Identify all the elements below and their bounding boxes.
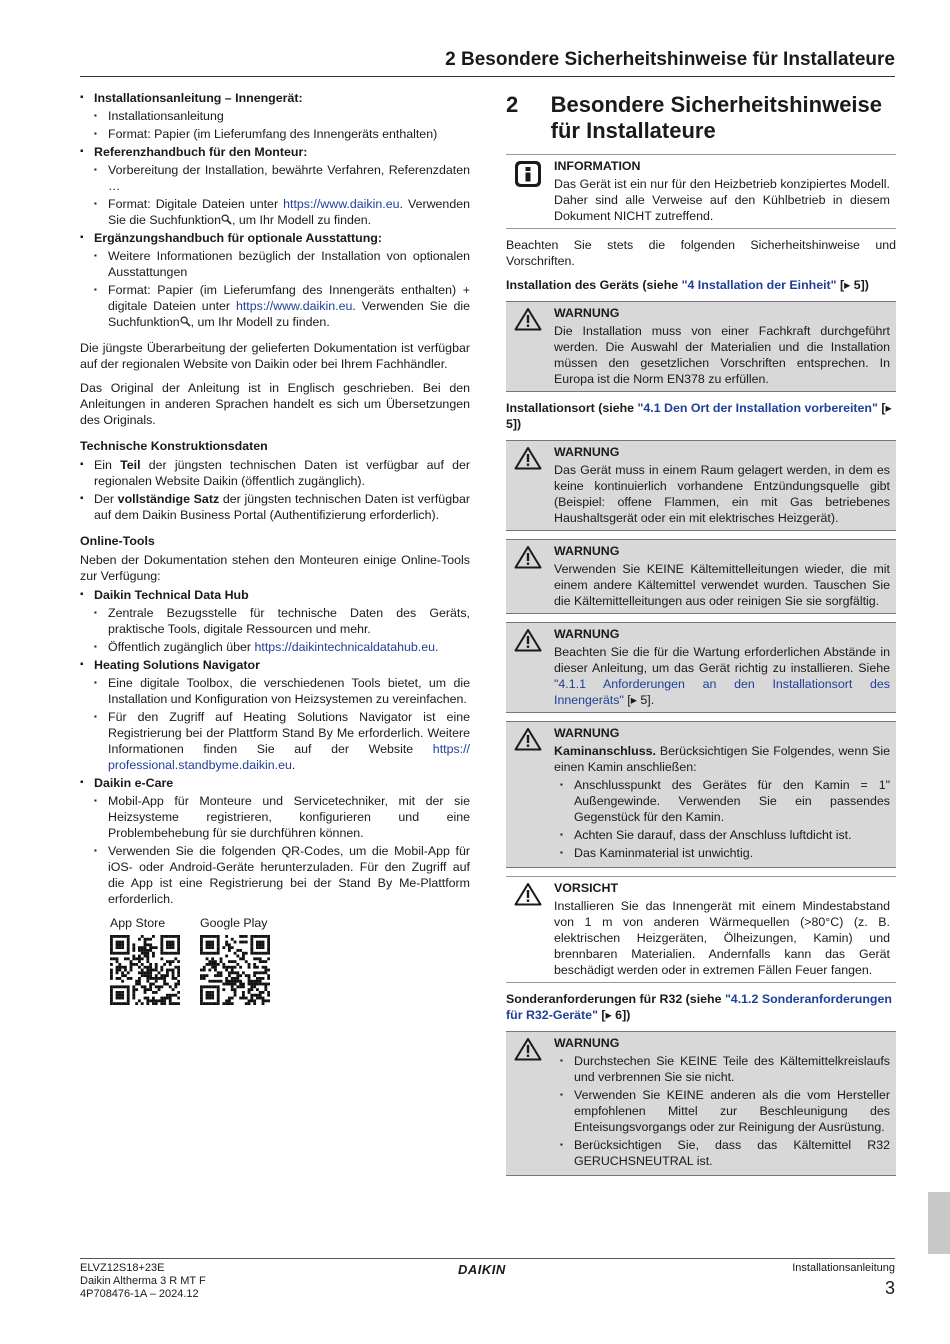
warning-box [506,1031,896,1176]
caution-box [506,876,896,983]
list-item: ▪ Verwenden Sie die folgenden QR-Codes, um die Mobil-App für iOS- oder Android-Geräte herunterzuladen. Für den Zugriff auf die App ist eine Registrierung bei der Stand By Me-Plattform erforderlich. [94,843,470,907]
list-item: ▪ Zentrale Bezugsstelle für technische Daten des Geräts, praktische Tools, digitale Ressourcen und mehr. [94,605,470,637]
footer-code: ELVZ12S18+23E [80,1262,165,1274]
box-text: Das Gerät muss in einem Raum gelagert werden, in dem es keine kontinuierlich vorhandene Entzündungsquelle gibt (Beispiel: offene Flammen, ein mit Gas betriebenes Haushaltsgerät oder ein mit elektrisches Heizgerät). [554,463,890,525]
warning-triangle-icon [514,628,542,652]
doc-list [80,90,470,330]
box-title: WARNUNG [554,726,620,740]
list-item: ▪ Für den Zugriff auf Heating Solutions Navigator ist eine Registrierung bei der Plattform Stand By Me erforderlich. Weitere Informationen finden Sie auf der Website https:// professional.standbyme.daikin.eu. [94,709,470,773]
footer-right [792,1262,895,1299]
box-text: Installieren Sie das Innengerät mit einem Mindestabstand von 1 m von anderen Wärmequellen (>80°C) (z. B. elektrischen Heizgeräten, Ölheizungen, Kamin) und brennbaren Materialien. Andernfalls kann das Gerät beschädigt werden oder in extremen Fällen Feuer fangen. [554,899,890,977]
paragraph: Beachten Sie stets die folgenden Sicherheitshinweise und Vorschriften. [506,238,896,268]
list-item: ▪ Durchstechen Sie KEINE Teile des Kältemittelkreislaufs und verbrennen Sie sie nicht. [560,1053,890,1085]
daikin-logo [458,1262,522,1280]
box-title: INFORMATION [554,159,641,173]
warning-triangle-icon [514,446,542,470]
warning-triangle-icon [514,1037,542,1061]
left-column [80,90,470,1009]
info-icon [514,160,542,188]
list-item: ▪ Ein Teil der jüngsten technischen Daten ist verfügbar auf der regionalen Website Daikin (öffentlich zugänglich). [80,457,470,489]
box-text: Die Installation muss von einer Fachkraft durchgeführt werden. Die Auswahl der Materialien und die Installation müssen den gesetzlichen Vorschriften entsprechen. In Europa ist die Norm EN378 zu erfüllen. [554,324,890,386]
list-item: ▪ Achten Sie darauf, dass der Anschluss luftdicht ist. [560,827,890,843]
warning-box [506,440,896,531]
footer-model: Daikin Altherma 3 R MT F [80,1275,206,1287]
qr-label: App Store [110,916,166,930]
box-text: Das Gerät ist ein nur für den Heizbetrieb konzipiertes Modell. Daher sind alle Verweise auf den Kühlbetrieb in diesem Dokument NICHT zutreffend. [554,177,890,223]
tool-item [80,775,470,907]
svg-text:DAIKIN: DAIKIN [458,1262,506,1276]
page-number: 3 [884,1278,895,1298]
doc-item [80,144,470,228]
qr-code-icon [200,935,270,1005]
qr-label: Google Play [200,916,268,930]
warning-list [554,1053,890,1169]
qr-google-play[interactable] [200,915,270,1009]
warning-triangle-icon [514,727,542,751]
tool-item [80,587,470,655]
online-tools-list [80,587,470,907]
box-title: WARNUNG [554,445,620,459]
header-rule [80,76,895,77]
list-item: ▪ Installationsanleitung [94,108,470,124]
tool-item [80,657,470,773]
qr-code-icon [110,935,180,1005]
page-header-title: 2 Besondere Sicherheitshinweise für Installateure [445,49,895,70]
ref-link[interactable]: "4.1.1 Anforderungen an den Installationsort des Innengeräts" [554,677,890,707]
online-tools-heading: Online-Tools [80,534,155,548]
section-number: 2 [506,92,519,117]
tech-data-heading: Technische Konstruktionsdaten [80,439,268,453]
ref-heading: Installation des Geräts (siehe "4 Installation der Einheit" [▸ 5]) [506,278,869,292]
right-column [506,92,896,1184]
warning-triangle-icon [514,307,542,331]
box-text: Kaminanschluss. Berücksichtigen Sie Folgendes, wenn Sie einen Kamin anschließen: [554,744,890,774]
ref-heading: Sonderanforderungen für R32 (siehe "4.1.2 Sonderanforderungen für R32-Geräte" [▸ 6]) [506,992,892,1022]
list-item: ▪ Anschlusspunkt des Gerätes für den Kamin = 1" Außengewinde. Verwenden Sie ein passendes Gegenstück für den Kamin. [560,777,890,825]
qr-app-store[interactable] [110,915,180,1009]
warning-box [506,301,896,392]
paragraph: Neben der Dokumentation stehen den Monteuren einige Online-Tools zur Verfügung: [80,553,470,583]
search-icon [221,214,232,225]
tool-title: Daikin e-Care [94,776,174,790]
ref-heading: Installationsort (siehe "4.1 Den Ort der Installation vorbereiten" [▸ 5]) [506,401,892,431]
list-item: ▪ Format: Papier (im Lieferumfang des Innengeräts enthalten) [94,126,470,142]
list-item: ▪ Vorbereitung der Installation, bewährte Verfahren, Referenzdaten … [94,162,470,194]
ref-link[interactable]: "4.1 Den Ort der Installation vorbereiten" [637,401,878,415]
box-text: Beachten Sie die für die Wartung erforderlichen Abstände in dieser Anleitung, um das Gerät richtig zu installieren. Siehe "4.1.1 Anforderungen an den Installationsort des Innengeräts" [▸ 5]. [554,645,890,707]
list-item: ▪ Format: Digitale Dateien unter https://www.daikin.eu. Verwenden Sie die Suchfunktion , um Ihr Modell zu finden. [94,196,470,228]
paragraph: Das Original der Anleitung ist in Englisch geschrieben. Bei den Anleitungen in anderen Sprachen handelt es sich um Übersetzungen des Originals. [80,381,470,427]
doc-title: Ergänzungshandbuch für optionale Ausstattung: [94,231,382,245]
section-title: Besondere Sicherheitshinweise für Installateure [550,92,883,143]
standbyme-link[interactable]: https:// professional.standbyme.daikin.eu [108,742,470,772]
tool-title: Heating Solutions Navigator [94,658,260,672]
list-item: ▪ Der vollständige Satz der jüngsten technischen Daten ist verfügbar auf dem Daikin Business Portal (Authentifizierung erforderlich). [80,491,470,523]
footer-doc-type: Installationsanleitung [792,1262,895,1274]
qr-codes [110,915,470,1009]
side-tab [928,1192,950,1254]
doc-item [80,90,470,142]
box-text: Verwenden Sie KEINE Kältemittelleitungen wieder, die mit einem andere Kältemittel verwendet wurden. Tauschen Sie die Kältemittelleitungen aus oder reinigen Sie sie sorgfältig. [554,562,890,608]
box-title: WARNUNG [554,306,620,320]
warning-box [506,721,896,868]
data-hub-link[interactable]: https://daikintechnicaldatahub.eu [254,640,435,654]
footer-doc-number: 4P708476-1A – 2024.12 [80,1288,199,1300]
warning-triangle-icon [514,882,542,906]
ref-link[interactable]: "4 Installation der Einheit" [681,278,837,292]
doc-title: Installationsanleitung – Innengerät: [94,91,303,105]
warning-box [506,622,896,713]
search-icon [180,316,191,327]
daikin-link[interactable]: https://www.daikin.eu [283,197,400,211]
box-title: VORSICHT [554,881,619,895]
paragraph: Die jüngste Überarbeitung der gelieferten Dokumentation ist verfügbar auf der regionalen Website von Daikin oder bei Ihrem Fachhändler. [80,341,470,371]
list-item: ▪ Eine digitale Toolbox, die verschiedenen Tools bietet, um die Installation und Konfiguration von Heizsystemen zu vereinfachen. [94,675,470,707]
box-title: WARNUNG [554,544,620,558]
tool-title: Daikin Technical Data Hub [94,588,249,602]
tech-data-list [80,457,470,523]
warning-list [554,777,890,861]
warning-triangle-icon [514,545,542,569]
box-title: WARNUNG [554,627,620,641]
info-box [506,154,896,229]
footer-rule [80,1258,895,1259]
doc-title: Referenzhandbuch für den Monteur: [94,145,308,159]
section-heading [506,92,896,144]
list-item: ▪ Mobil-App für Monteure und Servicetechniker, mit der sie Heizsysteme registrieren, konfigurieren und eine Problembehebung für sie durchführen können. [94,793,470,841]
daikin-link[interactable]: https://www.daikin.eu [235,299,353,313]
list-item: ▪ Berücksichtigen Sie, dass das Kältemittel R32 GERUCHSNEUTRAL ist. [560,1137,890,1169]
footer-doc-info [80,1262,206,1301]
doc-item [80,230,470,330]
ref-link[interactable]: "4.1.2 Sonderanforderungen für R32-Geräte" [506,992,892,1022]
list-item: ▪ Das Kaminmaterial ist unwichtig. [560,845,890,861]
list-item: ▪ Weitere Informationen bezüglich der Installation von optionalen Ausstattungen [94,248,470,280]
warning-box [506,539,896,614]
list-item: ▪ Verwenden Sie KEINE anderen als die vom Hersteller empfohlenen Mittel zur Beschleunigung des Enteisungsvorgangs oder zur Reinigung der Ausrüstung. [560,1087,890,1135]
list-item: ▪ Format: Papier (im Lieferumfang des Innengeräts enthalten) + digitale Dateien unter https://www.daikin.eu. Verwenden Sie die Suchfunktion , um Ihr Modell zu finden. [94,282,470,330]
list-item: ▪ Öffentlich zugänglich über https://daikintechnicaldatahub.eu. [94,639,470,655]
box-title: WARNUNG [554,1036,620,1050]
